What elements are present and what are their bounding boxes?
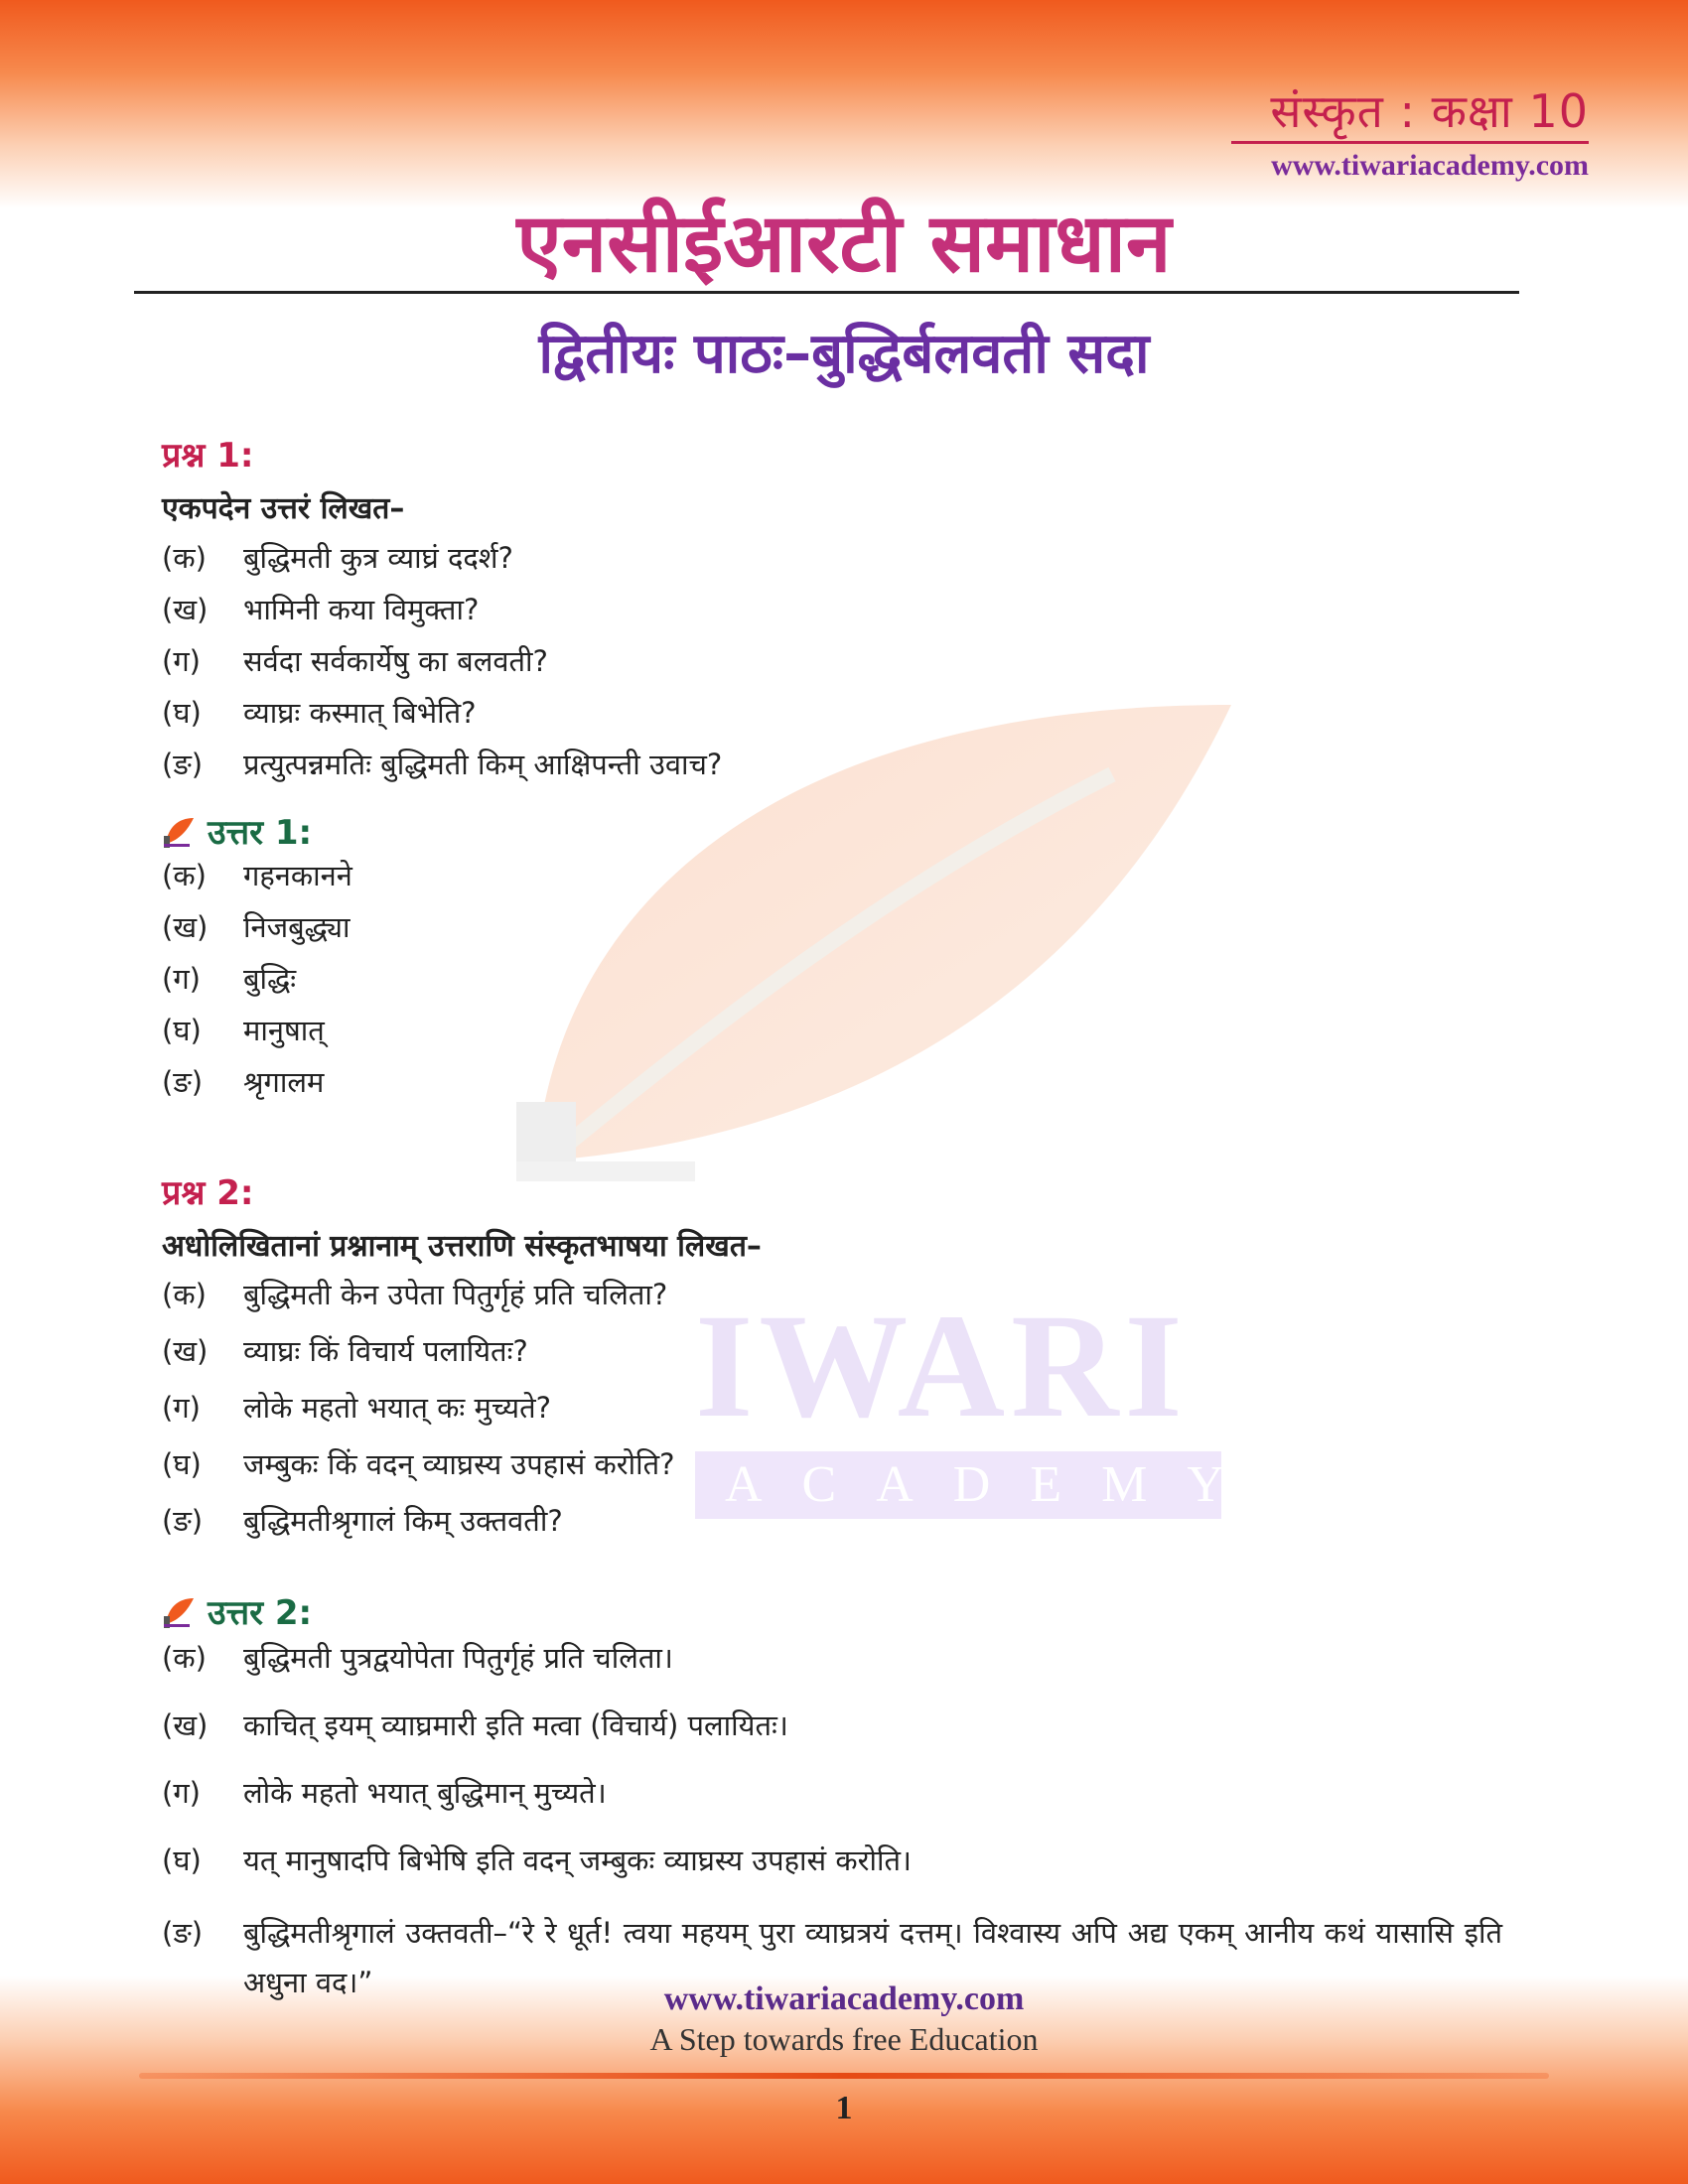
watermark-subtext: ACADEMY <box>725 1456 1264 1513</box>
footer-tagline: A Step towards free Education <box>649 2021 1039 2057</box>
answer-2-heading-row <box>162 1588 312 1634</box>
item-marker: (ङ) <box>162 1504 204 1538</box>
item-text: जम्बुकः किं वदन् व्याघ्रस्य उपहासं करोति? <box>243 1447 675 1481</box>
list-item <box>162 1638 1502 1706</box>
item-marker: (ख) <box>162 593 209 626</box>
item-marker: (ङ) <box>162 748 204 781</box>
item-marker: (घ) <box>162 696 202 730</box>
list-item <box>162 959 352 1011</box>
question-2-heading-block <box>162 1168 253 1214</box>
item-text: निजबुद्ध्या <box>243 910 351 944</box>
watermark-text: IWARI <box>695 1284 1189 1448</box>
answer-logo-icon <box>162 1594 196 1628</box>
question-2-heading: प्रश्न 2: <box>162 1173 254 1213</box>
item-marker: (ख) <box>162 1334 209 1368</box>
item-text: व्याघ्रः कस्मात् बिभेति? <box>243 696 477 730</box>
footer-website-link[interactable]: www.tiwariacademy.com <box>663 1980 1025 2017</box>
list-item <box>162 538 722 590</box>
item-marker: (घ) <box>162 1447 202 1481</box>
item-marker: (ख) <box>162 1708 209 1742</box>
watermark-subtext-box <box>695 1451 1264 1519</box>
lesson-title: द्वितीयः पाठः–बुद्धिर्बलवती सदा <box>538 322 1150 386</box>
answer-2-heading: उत्तर 2: <box>208 1593 313 1633</box>
item-text: श्रृगालम <box>243 1065 325 1099</box>
item-marker: (घ) <box>162 1843 202 1877</box>
item-text: लोके महतो भयात् कः मुच्यते? <box>243 1391 552 1425</box>
item-text: काचित् इयम् व्याघ्रमारी इति मत्वा (विचार्य) पलायितः। <box>243 1708 788 1742</box>
list-item <box>162 907 352 959</box>
item-text: लोके महतो भयात् बुद्धिमान् मुच्यते। <box>243 1776 607 1810</box>
question-1-list <box>162 538 722 796</box>
list-item <box>162 1501 675 1558</box>
question-1-instruction: एकपदेन उत्तरं लिखत– <box>162 491 405 526</box>
footer-divider <box>139 2073 1549 2079</box>
list-item <box>162 745 722 796</box>
list-item <box>162 590 722 641</box>
subject-class-label: संस्कृत : कक्षा 10 <box>1270 84 1589 138</box>
list-item <box>162 1706 1502 1773</box>
list-item <box>162 1011 352 1062</box>
list-item <box>162 1444 675 1501</box>
item-text: प्रत्युत्पन्नमतिः बुद्धिमती किम् आक्षिपन्ती उवाच? <box>243 748 723 781</box>
page-title: एनसीईआरटी समाधान <box>516 197 1172 291</box>
item-text: सर्वदा सर्वकार्येषु का बलवती? <box>243 644 548 678</box>
list-item <box>162 1062 352 1114</box>
list-item <box>162 1388 675 1444</box>
list-item <box>162 1773 1502 1841</box>
item-marker: (ग) <box>162 1391 201 1425</box>
item-marker: (ङ) <box>162 1916 204 1950</box>
answer-1-heading: उत्तर 1: <box>208 813 313 853</box>
question-1-heading-block <box>162 431 253 477</box>
header-website-link[interactable]: www.tiwariacademy.com <box>1271 149 1589 182</box>
item-marker: (ङ) <box>162 1065 204 1099</box>
answer-1-list <box>162 856 352 1114</box>
item-marker: (घ) <box>162 1014 202 1047</box>
item-text: मानुषात् <box>243 1014 325 1047</box>
list-item <box>162 1841 1502 1908</box>
answer-2-list <box>162 1638 1502 2007</box>
item-text: बुद्धिमतीश्रृगालं किम् उक्तवती? <box>243 1504 563 1538</box>
item-text: गहनकानने <box>243 859 352 892</box>
item-text: भामिनी कया विमुक्ता? <box>243 593 480 626</box>
item-marker: (क) <box>162 1278 207 1311</box>
question-2-instruction: अधोलिखितानां प्रश्नानाम् उत्तराणि संस्कृतभाषया लिखत– <box>162 1229 762 1264</box>
question-1-instruction-block <box>162 486 404 527</box>
item-marker: (ग) <box>162 644 201 678</box>
list-item <box>162 856 352 907</box>
item-text: बुद्धिमती पुत्रद्वयोपेता पितुर्गृहं प्रति चलिता। <box>243 1641 673 1675</box>
item-text: यत् मानुषादपि बिभेषि इति वदन् जम्बुकः व्याघ्रस्य उपहासं करोति। <box>243 1843 913 1877</box>
item-marker: (ग) <box>162 962 201 996</box>
answer-2-heading-block <box>162 1588 312 1634</box>
page-number: 1 <box>835 2090 853 2126</box>
title-divider <box>134 291 1519 294</box>
item-text: बुद्धिमती कुत्र व्याघ्रं ददर्श? <box>243 541 513 575</box>
list-item <box>162 1331 675 1388</box>
question-1-heading: प्रश्न 1: <box>162 436 254 476</box>
subject-underline <box>1231 141 1589 144</box>
question-2-instruction-block <box>162 1224 762 1265</box>
item-marker: (क) <box>162 541 207 575</box>
question-2-list <box>162 1275 675 1558</box>
item-marker: (क) <box>162 1641 207 1675</box>
answer-logo-icon <box>162 814 196 848</box>
list-item <box>162 641 722 693</box>
item-text: बुद्धिः <box>243 962 297 996</box>
answer-1-heading-row <box>162 808 312 854</box>
answer-1-heading-block <box>162 808 312 854</box>
item-text: बुद्धिमतीश्रृगालं उक्तवती–“रे रे धूर्त! त्वया महयम् पुरा व्याघ्रत्रयं दत्तम्। विश्वास्य अपि अद्य एकम् आनीय कथं यासासि इति अधुना वद।” <box>243 1916 1502 1999</box>
list-item <box>162 1275 675 1331</box>
item-marker: (ख) <box>162 910 209 944</box>
item-text: बुद्धिमती केन उपेता पितुर्गृहं प्रति चलिता? <box>243 1278 668 1311</box>
item-marker: (ग) <box>162 1776 201 1810</box>
item-text: व्याघ्रः किं विचार्य पलायितः? <box>243 1334 528 1368</box>
item-marker: (क) <box>162 859 207 892</box>
list-item <box>162 693 722 745</box>
